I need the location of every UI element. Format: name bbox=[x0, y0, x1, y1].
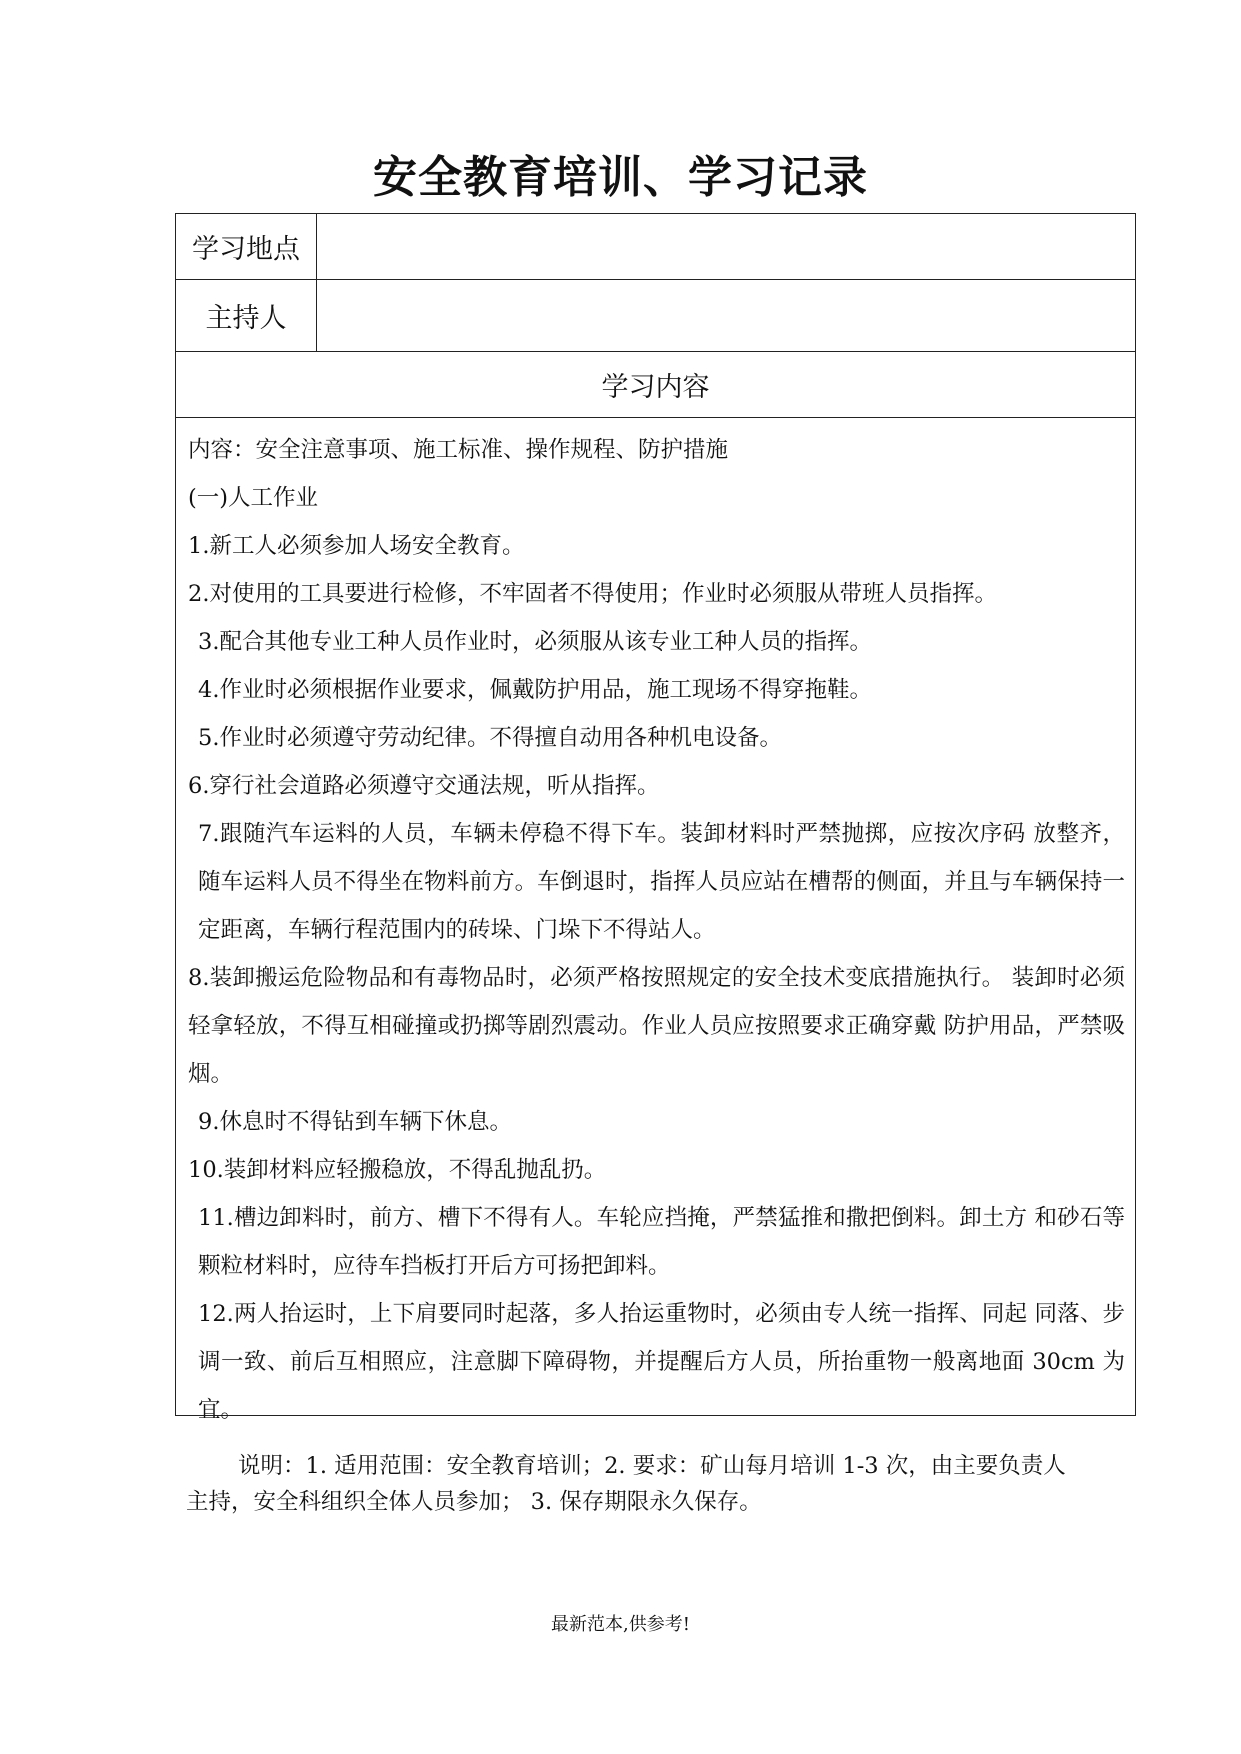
page-title: 安全教育培训、学习记录 bbox=[373, 152, 868, 203]
rule-item: 1.新工人必须参加人场安全教育。 bbox=[188, 533, 525, 559]
rule-item: 9.休息时不得钻到车辆下休息。 bbox=[198, 1109, 512, 1135]
host-label: 主持人 bbox=[176, 280, 317, 351]
rule-item: 8.装卸搬运危险物品和有毒物品时，必须严格按照规定的安全技术变底措施执行。 装卸时必须轻拿轻放，不得互相碰撞或扔掷等剧烈震动。作业人员应按照要求正确穿戴 防护用品，严禁吸烟。 bbox=[188, 965, 1125, 1087]
content-body bbox=[176, 418, 1135, 1423]
host-value bbox=[317, 280, 1135, 351]
rule-item: 4.作业时必须根据作业要求，佩戴防护用品，施工现场不得穿拖鞋。 bbox=[198, 677, 872, 703]
rule-item: 12.两人抬运时，上下肩要同时起落，多人抬运重物时，必须由专人统一指挥、同起 同落、步调一致、前后互相照应，注意脚下障碍物，并提醒后方人员，所抬重物一般离地面 30cm 为宜。 bbox=[198, 1301, 1125, 1423]
rule-item: 11.槽边卸料时，前方、槽下不得有人。车轮应挡掩，严禁猛推和撒把倒料。卸土方 和砂石等颗粒材料时，应待车挡板打开后方可扬把卸料。 bbox=[198, 1205, 1125, 1279]
location-value bbox=[317, 214, 1135, 279]
usage-note: 说明：1. 适用范围：安全教育培训；2. 要求：矿山每月培训 1-3 次，由主要负责人主持，安全科组织全体人员参加； 3. 保存期限永久保存。 bbox=[186, 1453, 1066, 1515]
rule-item: 2.对使用的工具要进行检修，不牢固者不得使用；作业时必须服从带班人员指挥。 bbox=[188, 581, 997, 607]
content-header-row bbox=[176, 352, 1135, 418]
record-table bbox=[175, 213, 1136, 1423]
rule-item: 10.装卸材料应轻搬稳放，不得乱抛乱扔。 bbox=[188, 1157, 607, 1183]
rule-item: 5.作业时必须遵守劳动纪律。不得擅自动用各种机电设备。 bbox=[198, 725, 782, 751]
host-row bbox=[176, 280, 1135, 352]
location-label: 学习地点 bbox=[176, 214, 317, 279]
section-heading: (一)人工作业 bbox=[188, 485, 319, 511]
content-header: 学习内容 bbox=[601, 372, 710, 403]
content-intro: 内容：安全注意事项、施工标准、操作规程、防护措施 bbox=[188, 437, 729, 463]
rule-item: 7.跟随汽车运料的人员，车辆未停稳不得下车。装卸材料时严禁抛掷，应按次序码 放整齐，随车运料人员不得坐在物料前方。车倒退时，指挥人员应站在槽帮的侧面，并且与车辆保持一定距离，车辆行程范围内的砖垛、门垛下不得站人。 bbox=[198, 821, 1125, 943]
footer-text: 最新范本,供参考! bbox=[551, 1614, 690, 1635]
location-row bbox=[176, 214, 1135, 280]
rule-item: 6.穿行社会道路必须遵守交通法规，听从指挥。 bbox=[188, 773, 660, 799]
rule-item: 3.配合其他专业工种人员作业时，必须服从该专业工种人员的指挥。 bbox=[198, 629, 872, 655]
